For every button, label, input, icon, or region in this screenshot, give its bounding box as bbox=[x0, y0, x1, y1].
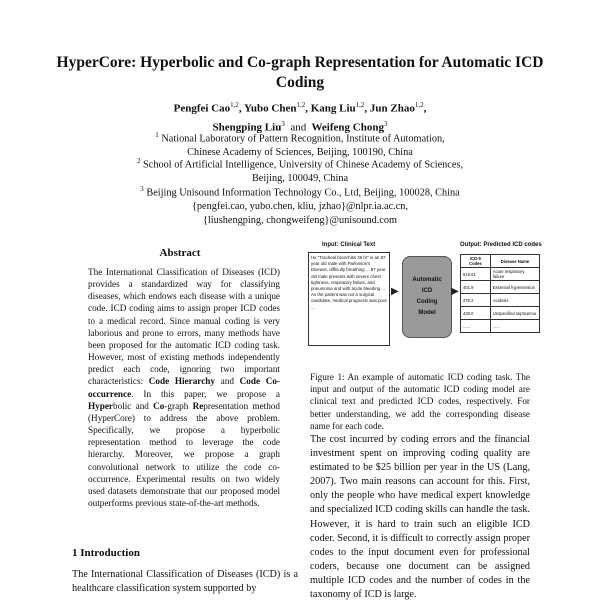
table-cell: 518.81 bbox=[461, 268, 491, 281]
author-affil-sup: 3 bbox=[281, 119, 285, 128]
author-name: Kang Liu bbox=[310, 102, 356, 115]
author-name: Pengfei Cao bbox=[173, 102, 231, 115]
author-line-1: Pengfei Cao$^{1,2}$, Yubo Chen$^{1,2}$, Kang Liu$^{1,2}$, Jun Zhao$^{1,2}$, bbox=[173, 101, 427, 115]
author-affil-sup: 1,2 bbox=[230, 101, 239, 109]
table-cell: 428.0 bbox=[461, 307, 491, 320]
affil-line: Chinese Academy of Sciences, Beijing, 100190, China bbox=[187, 147, 413, 159]
author-and: and bbox=[290, 121, 307, 134]
table-header: ICD-9 Codes bbox=[461, 255, 491, 268]
author-name: Shengping Liu bbox=[212, 121, 282, 134]
abstract-bold: Hyper bbox=[88, 400, 114, 411]
table-row bbox=[461, 320, 540, 333]
table-header: Disease Name bbox=[490, 255, 539, 268]
abstract-part: -graph bbox=[164, 400, 189, 411]
figure-output-label: Output: Predicted ICD codes bbox=[460, 242, 542, 248]
clinical-text-box: Hx "Tracheal bronchitis 36 hr" is an 87 year old male with Parkinson's Disease, difficulty breathing ... 87 year old male presents with severe chest tightness, respiratory failure, and pneumonia and with acute bleeding ... As the patient was not a surgical candidate, medical prognosis was poor ... bbox=[308, 252, 390, 346]
model-label: Coding bbox=[416, 299, 438, 305]
table-cell: Acidosis bbox=[490, 294, 539, 307]
abstract-bold: Code Co-occurrence bbox=[88, 376, 280, 399]
table-header-row bbox=[461, 255, 540, 268]
table-cell: Unspecified septicemia bbox=[490, 307, 539, 320]
author-affil-sup: 1,2 bbox=[355, 101, 365, 109]
abstract-heading: Abstract bbox=[159, 247, 201, 259]
email-line: {pengfei.cao, yubo.chen, kliu, jzhao}@nlpr.ia.ac.cn, bbox=[191, 201, 409, 213]
abstract-part: and bbox=[220, 376, 234, 387]
affil-sup: 2 bbox=[136, 157, 141, 165]
model-label: Automatic bbox=[412, 277, 442, 283]
intro-text: The International Classification of Diseases (ICD) is a healthcare classification system supported by bbox=[72, 569, 298, 594]
table-row bbox=[461, 268, 540, 281]
abstract-part: presentation method (HyperCore) to address the above problem. Specifically, we propose a hyperbolic representation method to leverage the code hierarchy. Moreover, we propose a graph convolutional network to utilize the code co-occurrence. Experimental results on two widely used datasets demonstrate that our proposed model outperforms previous state-of-the-art methods. bbox=[88, 400, 280, 508]
abstract-text bbox=[88, 266, 280, 509]
author-name: Yubo Chen bbox=[243, 102, 297, 115]
affil-line: Beijing, 100049, China bbox=[251, 173, 349, 185]
table-cell: ...... bbox=[461, 320, 491, 333]
author-affil-sup: 3 bbox=[383, 119, 388, 128]
abstract-bold: Code Hierarchy bbox=[148, 376, 215, 387]
section-heading: 1 Introduction bbox=[72, 547, 140, 559]
abstract-bold: Re bbox=[192, 400, 204, 411]
email-line: {liushengping, chongweifeng}@unisound.com bbox=[202, 215, 398, 227]
model-box bbox=[402, 256, 452, 338]
body-text-right: The cost incurred by coding errors and the financial investment spent on improving coding quality are estimated to be $25 billion per year in the US (Lang, 2007). Two main reasons can account for this. First, only the people who have medical expert knowledge and specialized ICD coding skills can handle the task. However, it is hard to train such an eligible ICD coder. Second, it is difficult to correctly assign proper codes to the input document even for professional coders, because one document can be assigned multiple ICD codes and the number of codes in the taxonomy of ICD is large. bbox=[310, 434, 530, 601]
abstract-part: The International Classification of Diseases (ICD) provides a standardized way for classifying diseases, which endows each disease with a unique code. ICD coding aims to assign proper ICD codes to a medical record. Since manual coding is very laborious and prone to errors, many methods have been proposed for the automatic ICD coding task. However, most of existing methods independently predict each code, ignoring two important characteristics: bbox=[88, 267, 280, 387]
affil-line: Beijing Unisound Information Technology Co., Ltd, Beijing, 100028, China bbox=[146, 187, 460, 199]
author-affil-sup: 1,2 bbox=[296, 101, 306, 109]
abstract-part: bolic and bbox=[113, 400, 149, 411]
model-label: ICD bbox=[421, 288, 433, 294]
affil-sup: 3 bbox=[140, 185, 144, 193]
paper-title: HyperCore: Hyperbolic and Co-graph Representation for Automatic ICD Coding bbox=[56, 54, 544, 91]
affil-line: School of Artificial Intelligence, University of Chinese Academy of Sciences, bbox=[143, 159, 464, 171]
table-cell: 276.2 bbox=[461, 294, 491, 307]
figure-caption: Figure 1: An example of automatic ICD coding task. The input and output of the automatic ICD coding model are clinical text and predicted ICD codes, respectively. For better understanding, we add the corresponding disease name for each code. bbox=[310, 372, 530, 431]
author-affil-sup: 1,2 bbox=[414, 101, 424, 109]
author-name: Weifeng Chong bbox=[311, 121, 384, 134]
table-cell: ...... bbox=[490, 320, 539, 333]
figure-1 bbox=[300, 240, 545, 360]
affil-line: National Laboratory of Pattern Recognition, Institute of Automation, bbox=[161, 133, 445, 145]
affil-sup: 1 bbox=[155, 131, 159, 139]
table-row bbox=[461, 294, 540, 307]
figure-input-label: Input: Clinical Text bbox=[322, 242, 376, 248]
abstract-bold: Co bbox=[153, 400, 165, 411]
affiliation-3 bbox=[40, 182, 560, 228]
table-cell: Acute respiratory failure bbox=[490, 268, 539, 281]
abstract-part: . In this paper, we propose a bbox=[131, 388, 280, 399]
arrow-right-icon: ▶ bbox=[451, 286, 459, 297]
table-row bbox=[461, 281, 540, 294]
table-cell: 401.9 bbox=[461, 281, 491, 294]
table-cell: Essential hypertension bbox=[490, 281, 539, 294]
icd-code-table bbox=[460, 254, 540, 333]
arrow-right-icon: ▶ bbox=[391, 286, 399, 297]
table-row bbox=[461, 307, 540, 320]
author-name: Jun Zhao bbox=[369, 102, 415, 115]
model-label: Model bbox=[418, 310, 436, 316]
